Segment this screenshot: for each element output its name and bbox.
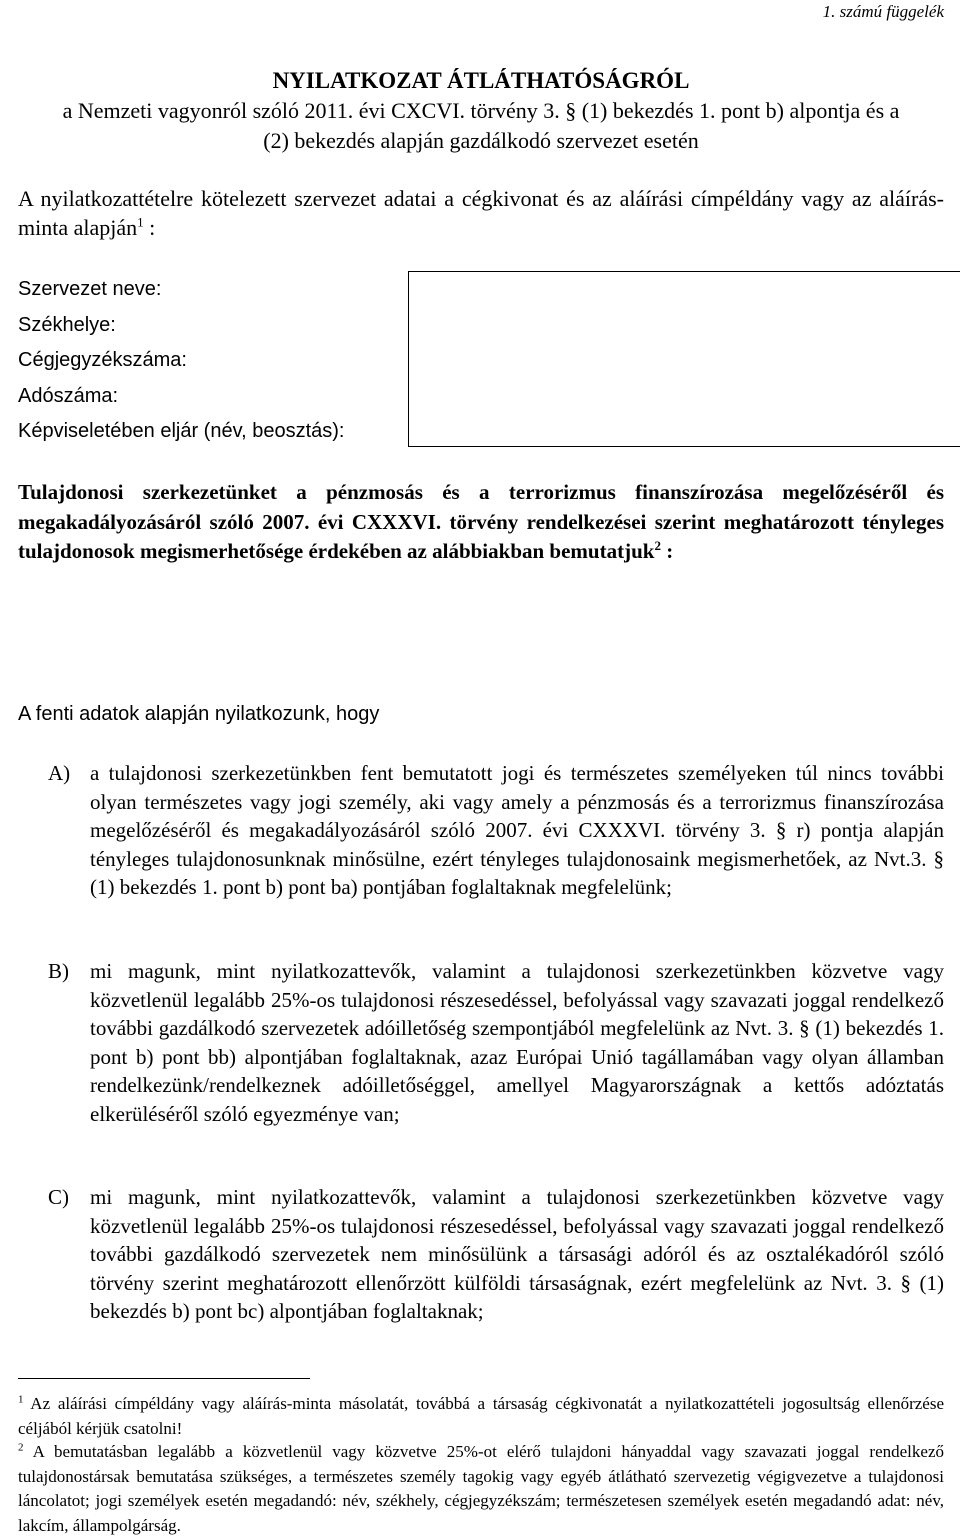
field-label-representative: Képviseletében eljár (név, beosztás):: [18, 420, 345, 443]
option-c-letter: C): [48, 1185, 69, 1209]
option-b-letter: B): [48, 959, 69, 983]
footnote-ref-1[interactable]: 1: [137, 214, 144, 230]
option-c-text: mi magunk, mint nyilatkozattevők, valamint a tulajdonosi szerkezetünkben közvetve vagy közvetlenül legalább 25%-os tulajdonosi részesedéssel, befolyással vagy szavazati joggal rendelkező további gazdálkodó szervezetek nem minősülünk a társasági adóról és az osztalékadóról szóló törvény szerint meghatározott ellenőrzött külföldi társaságnak, ezért megfelelünk az Nvt. 3. § (1) bekezdés b) pont bc) alpontjában foglaltaknak;: [90, 1185, 944, 1323]
footnote-1: [18, 1392, 944, 1441]
organization-data-box[interactable]: [408, 271, 960, 447]
title-block: [18, 66, 944, 156]
footnote-2: [18, 1440, 944, 1538]
footnote-2-text: A bemutatásban legalább a közvetlenül vagy közvetve 25%-ot elérő tulajdoni hányaddal vagy szavazati joggal rendelkező tulajdonostársak bemutatása szükséges, a természetes személy tagokig vagy egyéb átlátható szervezetig végigvezetve a tulajdonosi láncolatot; jogi személyek esetén megadandó: név, székhely, cégjegyzékszám; természetesen személyek esetén megadandó adat: név, lakcím, állampolgárság.: [18, 1442, 945, 1535]
intro-text: A nyilatkozattételre kötelezett szervezet adatai a cégkivonat és az aláírási címpéldány vagy az aláírás-minta alapján: [18, 186, 944, 240]
field-label-registration-number: Cégjegyzékszáma:: [18, 349, 187, 372]
ownership-text: Tulajdonosi szerkezetünket a pénzmosás és a terrorizmus finanszírozása megelőzéséről és megakadályozásáról szóló 2007. évi CXXXVI. törvény rendelkezései szerint meghatározott tényleges tulajdonosok megismerhetősége érdekében az alábbiakban bemutatjuk: [18, 480, 944, 563]
option-b: [48, 957, 944, 1128]
field-label-tax-number: Adószáma:: [18, 384, 119, 407]
intro-paragraph: [18, 184, 944, 242]
title-subline-2: (2) bekezdés alapján gazdálkodó szervezet esetén: [263, 128, 699, 153]
option-b-text: mi magunk, mint nyilatkozattevők, valamint a tulajdonosi szerkezetünkben közvetve vagy közvetlenül legalább 25%-os tulajdonosi részesedéssel, befolyással vagy szavazati joggal rendelkező további gazdálkodó szervezetek adóilletőség szempontjából megfelelünk az Nvt. 3. § (1) bekezdés 1. pont b) pont bb) alpontjában foglaltaknak, azaz Európai Unió tagállamában vagy olyan államban rendelkezünk/rendelkeznek adóilletőséggel, amellyel Magyarországnak a kettős adóztatás elkerüléséről szóló egyezménye van;: [90, 959, 944, 1126]
field-label-name: Szervezet neve:: [18, 278, 162, 300]
option-c: [48, 1183, 944, 1326]
organization-fields: [18, 272, 408, 450]
ownership-paragraph: [18, 478, 944, 567]
footnote-divider: [18, 1378, 310, 1379]
option-a-text: a tulajdonosi szerkezetünkben fent bemutatott jogi és természetes személyeken túl nincs további olyan természetes vagy jogi személy, aki vagy amely a pénzmosás és a terrorizmus finanszírozása megelőzéséről és megakadályozásáról szóló 2007. évi CXXXVI. törvény 3. § r) pontja alapján tényleges tulajdonosunknak minősülne, ezért tényleges tulajdonosaink megismerhetőek, az Nvt.3. § (1) bekezdés 1. pont b) pont ba) pontjában foglaltaknak megfelelünk;: [90, 761, 944, 899]
title-subline-1: a Nemzeti vagyonról szóló 2011. évi CXCVI. törvény 3. § (1) bekezdés 1. pont b) alpontja és a: [62, 98, 900, 123]
footnote-1-number: 1: [18, 1393, 24, 1406]
declaration-lead: A fenti adatok alapján nyilatkozunk, hogy: [18, 703, 380, 725]
ownership-suffix: :: [660, 539, 674, 563]
annex-label: 1. számú függelék: [822, 2, 944, 21]
field-label-seat: Székhelye:: [18, 313, 116, 336]
footnote-1-text: Az aláírási címpéldány vagy aláírás-minta másolatát, továbbá a társaság cégkivonatát a nyilatkozattételi jogosultság ellenőrzése céljából kérjük csatolni!: [18, 1394, 945, 1438]
option-a-letter: A): [48, 761, 71, 785]
intro-suffix: :: [143, 215, 156, 240]
footnote-ref-2[interactable]: 2: [654, 538, 661, 553]
document-title: NYILATKOZAT ÁTLÁTHATÓSÁGRÓL: [272, 68, 690, 93]
footnote-2-number: 2: [18, 1441, 24, 1454]
option-a: [48, 759, 944, 902]
